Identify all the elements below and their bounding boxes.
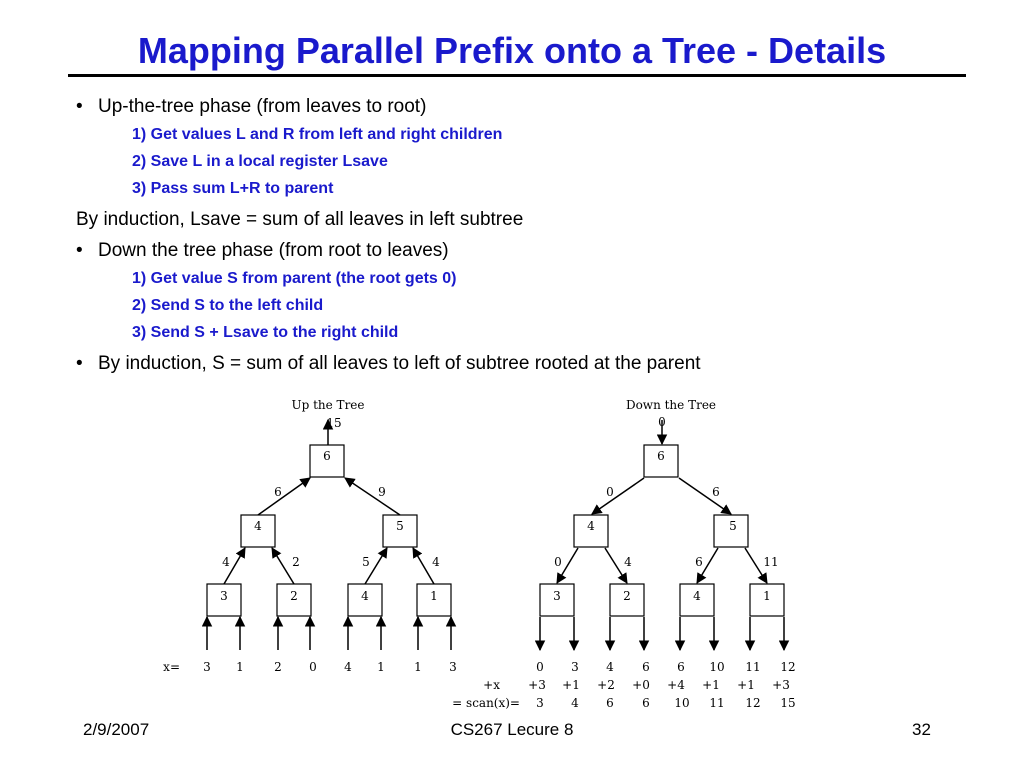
down-out-value: 6 bbox=[677, 660, 685, 674]
down-scan-value: 15 bbox=[780, 696, 796, 710]
down-scan-value: 10 bbox=[674, 696, 690, 710]
up-x-value: 4 bbox=[344, 660, 352, 674]
footer-page-number: 32 bbox=[912, 720, 931, 739]
down-plus-value: +2 bbox=[597, 678, 615, 692]
down-edge-root-right bbox=[679, 478, 731, 514]
down-plus-value: +1 bbox=[562, 678, 580, 692]
up-edge-label-top-left: 6 bbox=[274, 485, 282, 499]
down-plus-value: +1 bbox=[702, 678, 720, 692]
down-out-value: 0 bbox=[536, 660, 544, 674]
down-edge-label-mid-3: 6 bbox=[695, 555, 703, 569]
bullet-induction-s: • By induction, S = sum of all leaves to left of subtree rooted at the parent bbox=[98, 353, 701, 375]
down-edge-label-mid-1: 0 bbox=[554, 555, 562, 569]
down-plus-x-label: +x bbox=[483, 678, 500, 692]
down-leaf-1-value: 3 bbox=[553, 589, 561, 603]
bullet-up-phase: • Up-the-tree phase (from leaves to root) bbox=[98, 96, 426, 118]
down-plus-value: +0 bbox=[632, 678, 650, 692]
up-x-value: 1 bbox=[414, 660, 422, 674]
up-edge-label-top-right: 9 bbox=[378, 485, 386, 499]
up-x-value: 3 bbox=[449, 660, 457, 674]
slide-title: Mapping Parallel Prefix onto a Tree - Details bbox=[137, 30, 887, 71]
down-plus-value: +3 bbox=[772, 678, 790, 692]
down-scan-value: 6 bbox=[642, 696, 650, 710]
down-edge-label-top-left: 0 bbox=[606, 485, 614, 499]
down-out-value: 4 bbox=[606, 660, 614, 674]
up-edge-label-mid-1: 4 bbox=[222, 555, 230, 569]
down-out-value: 6 bbox=[642, 660, 650, 674]
down-leaf-3-value: 4 bbox=[693, 589, 701, 603]
up-node-root-value: 6 bbox=[323, 449, 331, 463]
up-tree-title: Up the Tree bbox=[291, 398, 365, 412]
footer-date: 2/9/2007 bbox=[83, 720, 150, 739]
down-tree-title: Down the Tree bbox=[625, 398, 717, 412]
down-step-1: 1) Get value S from parent (the root gets 0) bbox=[132, 270, 457, 287]
down-output-arrows bbox=[540, 617, 784, 650]
down-scan-label: = scan(x)= bbox=[452, 696, 520, 710]
up-x-value: 1 bbox=[236, 660, 244, 674]
up-edge-leaf4 bbox=[413, 548, 434, 584]
down-leaf-4-value: 1 bbox=[763, 589, 771, 603]
bullet-down-phase: • Down the tree phase (from root to leaves) bbox=[98, 240, 449, 262]
down-out-value: 10 bbox=[709, 660, 725, 674]
up-step-1: 1) Get values L and R from left and right children bbox=[132, 126, 503, 143]
up-leaf-2-value: 2 bbox=[290, 589, 298, 603]
up-step-3: 3) Pass sum L+R to parent bbox=[132, 180, 334, 197]
up-node-left-value: 4 bbox=[254, 519, 262, 533]
down-node-root-value: 6 bbox=[657, 449, 665, 463]
up-edge-label-mid-4: 4 bbox=[432, 555, 440, 569]
footer-course: CS267 Lecure 8 bbox=[450, 720, 574, 739]
down-scan-value: 6 bbox=[606, 696, 614, 710]
induction-lsave: By induction, Lsave = sum of all leaves in left subtree bbox=[76, 209, 524, 230]
down-plus-value: +1 bbox=[737, 678, 755, 692]
up-root-out-value: 15 bbox=[326, 416, 342, 430]
up-x-value: 2 bbox=[274, 660, 282, 674]
down-edge-label-mid-4: 11 bbox=[763, 555, 779, 569]
up-edge-label-mid-3: 5 bbox=[362, 555, 370, 569]
down-node-right-value: 5 bbox=[729, 519, 737, 533]
down-step-2: 2) Send S to the left child bbox=[132, 297, 324, 314]
down-scan-value: 4 bbox=[571, 696, 579, 710]
down-scan-value: 12 bbox=[745, 696, 761, 710]
down-edge-label-top-right: 6 bbox=[712, 485, 720, 499]
down-step-3: 3) Send S + Lsave to the right child bbox=[132, 324, 399, 341]
down-plus-value: +3 bbox=[528, 678, 546, 692]
down-scan-value: 11 bbox=[709, 696, 725, 710]
up-x-value: 1 bbox=[377, 660, 385, 674]
down-node-left-value: 4 bbox=[587, 519, 595, 533]
up-leaf-1-value: 3 bbox=[220, 589, 228, 603]
up-leaf-4-value: 1 bbox=[430, 589, 438, 603]
down-out-value: 12 bbox=[780, 660, 796, 674]
up-x-value: 3 bbox=[203, 660, 211, 674]
down-leaf-2-value: 2 bbox=[623, 589, 631, 603]
up-edge-leaf2 bbox=[272, 548, 294, 584]
down-out-value: 11 bbox=[745, 660, 761, 674]
up-x-value: 0 bbox=[309, 660, 317, 674]
up-leaf-3-value: 4 bbox=[361, 589, 369, 603]
up-step-2: 2) Save L in a local register Lsave bbox=[132, 153, 388, 170]
up-edge-right-root bbox=[345, 478, 400, 515]
down-scan-value: 3 bbox=[536, 696, 544, 710]
up-node-right-value: 5 bbox=[396, 519, 404, 533]
down-root-in-value: 0 bbox=[658, 415, 666, 429]
down-edge-root-left bbox=[592, 478, 644, 514]
down-out-value: 3 bbox=[571, 660, 579, 674]
up-edge-label-mid-2: 2 bbox=[292, 555, 300, 569]
down-edge-label-mid-2: 4 bbox=[624, 555, 632, 569]
down-plus-value: +4 bbox=[667, 678, 685, 692]
up-edge-left-root bbox=[258, 478, 310, 515]
up-input-arrows bbox=[207, 617, 451, 650]
up-x-label: x= bbox=[163, 660, 180, 674]
